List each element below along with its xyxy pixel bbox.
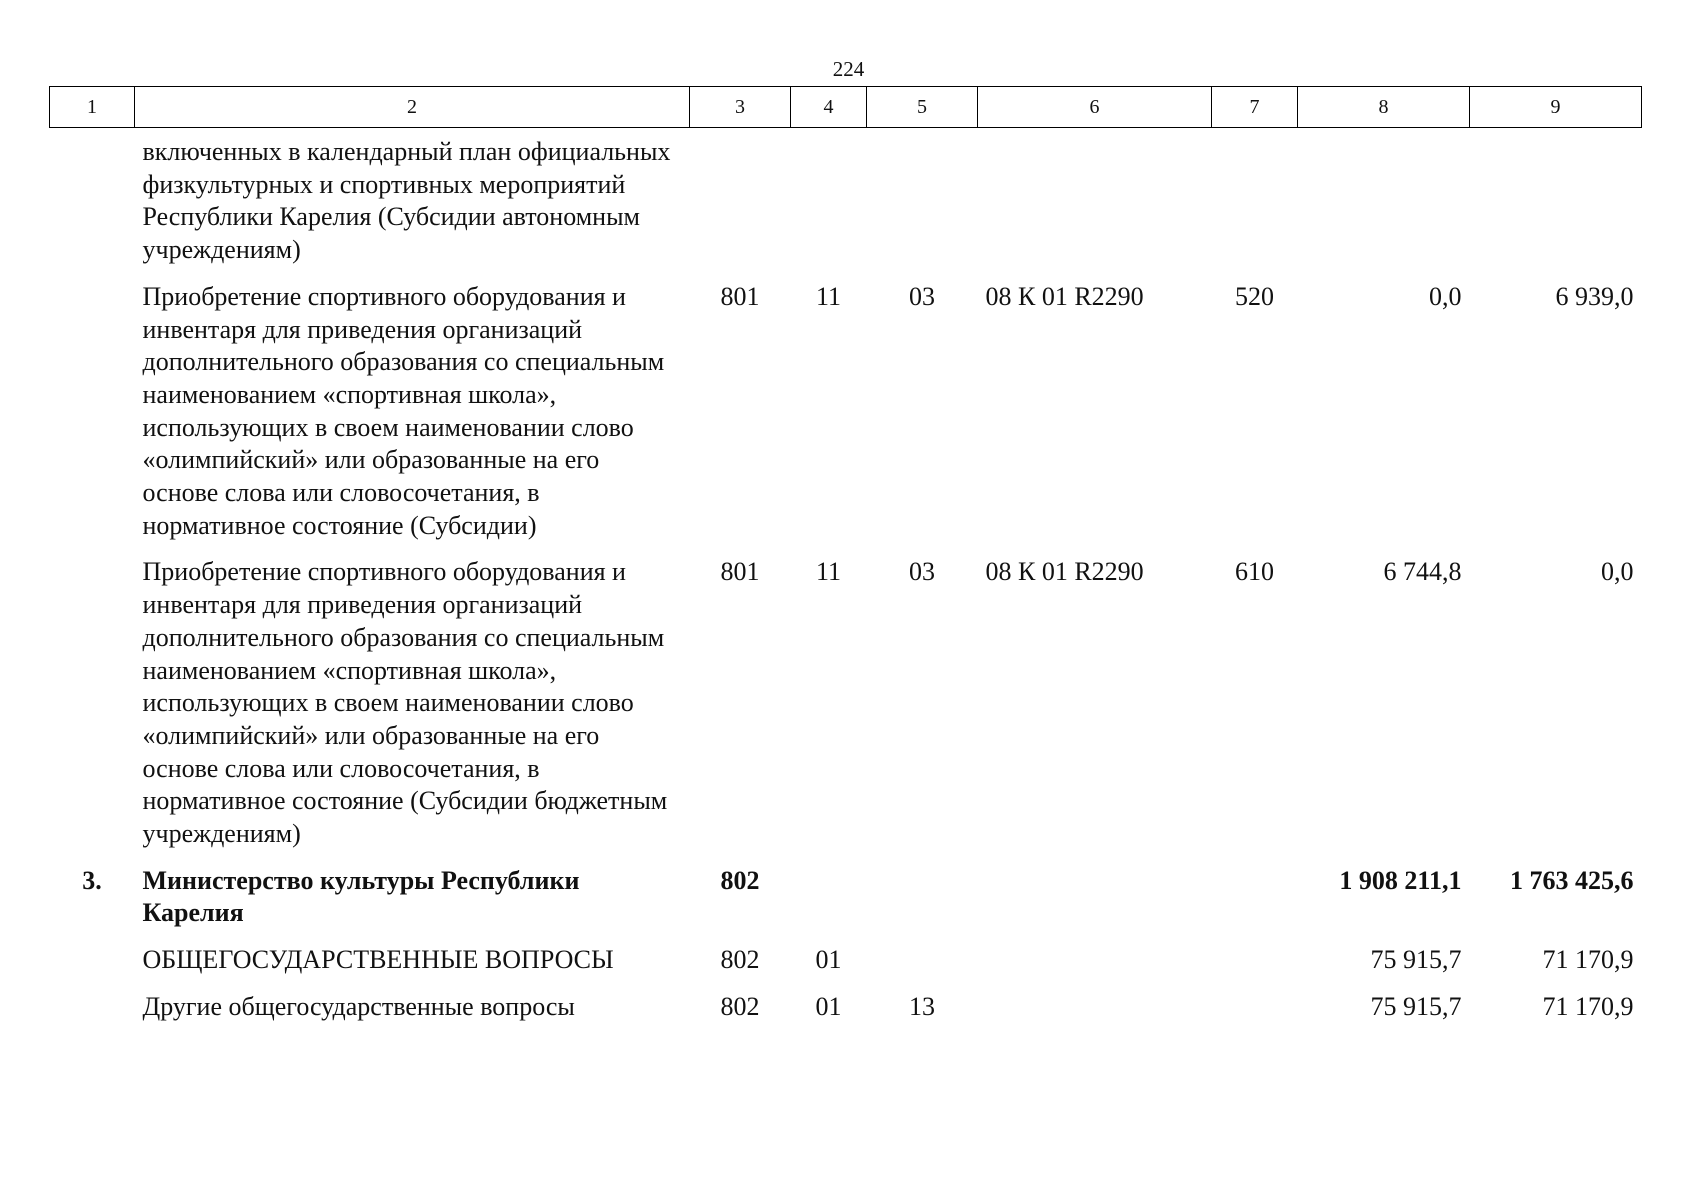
expense-type-code: 610: [1235, 557, 1274, 587]
target-article-code: [978, 944, 1212, 991]
row-number: [50, 281, 135, 557]
ministry-code: 801: [720, 281, 760, 311]
header-col-4: 4: [791, 87, 867, 128]
amount-col-9: 0,0: [1601, 557, 1634, 587]
section-code: 01: [815, 991, 842, 1021]
amount-col-8: 75 915,7: [1370, 945, 1462, 975]
table-row: [50, 556, 1642, 864]
subsection-code: 03: [909, 281, 935, 311]
header-col-3: 3: [690, 87, 791, 128]
amount-col-9: 1 763 425,6: [1510, 865, 1634, 895]
target-article-code: 08 К 01 R2290: [985, 557, 1144, 587]
target-article-code: [978, 865, 1212, 944]
subsection-code: [867, 865, 978, 944]
ministry-code: [690, 128, 791, 281]
amount-col-9: 6 939,0: [1555, 281, 1634, 311]
header-col-9: 9: [1470, 87, 1642, 128]
row-description: Приобретение спортивного оборудования и инвентаря для приведения организаций дополнительного образования со специальным наименованием «спортивная школа», использующих в своем наименовании слово «олимпийский» или образованные на его основе слова или словосочетания, в нормативное состояние (Субсидии бюджетным учреждениям): [142, 557, 668, 849]
page-number: 224: [832, 57, 865, 81]
row-description: Министерство культуры Республики Карелия: [142, 865, 580, 928]
header-col-2: 2: [135, 87, 690, 128]
column-number-header: [50, 87, 1642, 128]
row-number: [50, 556, 135, 864]
amount-col-8: [1298, 128, 1470, 281]
row-number: [50, 991, 135, 1038]
amount-col-9: [1470, 128, 1642, 281]
amount-col-8: 6 744,8: [1383, 557, 1462, 587]
amount-col-9: 71 170,9: [1542, 945, 1634, 975]
subsection-code: [867, 944, 978, 991]
header-col-5: 5: [867, 87, 978, 128]
header-col-7: 7: [1212, 87, 1298, 128]
subsection-code: [867, 128, 978, 281]
expense-type-code: [1212, 865, 1298, 944]
header-col-8: 8: [1298, 87, 1470, 128]
target-article-code: [978, 991, 1212, 1038]
row-description: включенных в календарный план официальных физкультурных и спортивных мероприятий Республики Карелия (Субсидии автономным учреждениям): [142, 137, 671, 265]
subsection-code: 03: [909, 557, 935, 587]
target-article-code: [978, 128, 1212, 281]
expense-type-code: [1212, 128, 1298, 281]
header-col-6: 6: [978, 87, 1212, 128]
ministry-code: 802: [720, 945, 760, 975]
table-row: [50, 944, 1642, 991]
amount-col-9: 71 170,9: [1542, 991, 1634, 1021]
section-code: 01: [815, 945, 842, 975]
row-description: ОБЩЕГОСУДАРСТВЕННЫЕ ВОПРОСЫ: [142, 945, 614, 975]
section-code: 11: [815, 281, 842, 311]
amount-col-8: 75 915,7: [1370, 991, 1462, 1021]
subsection-code: 13: [909, 991, 935, 1021]
section-code: [791, 128, 867, 281]
expense-type-code: 520: [1235, 281, 1274, 311]
ministry-code: 802: [720, 865, 760, 895]
row-description: Другие общегосударственные вопросы: [142, 991, 575, 1021]
row-number: [50, 944, 135, 991]
row-description: Приобретение спортивного оборудования и инвентаря для приведения организаций дополнительного образования со специальным наименованием «спортивная школа», использующих в своем наименовании слово «олимпийский» или образованные на его основе слова или словосочетания, в нормативное состояние (Субсидии): [142, 281, 665, 540]
table-row: [50, 991, 1642, 1038]
table-row: [50, 128, 1642, 281]
table-row: [50, 281, 1642, 557]
header-col-1: 1: [50, 87, 135, 128]
section-code: 11: [815, 557, 842, 587]
row-number: 3.: [82, 865, 102, 895]
ministry-code: 801: [720, 557, 760, 587]
section-code: [791, 865, 867, 944]
row-number: [50, 128, 135, 281]
target-article-code: 08 К 01 R2290: [985, 281, 1144, 311]
expense-type-code: [1212, 991, 1298, 1038]
amount-col-8: 1 908 211,1: [1339, 865, 1462, 895]
ministry-code: 802: [720, 991, 760, 1021]
table-row-ministry: [50, 865, 1642, 944]
budget-table: [49, 86, 1642, 1038]
amount-col-8: 0,0: [1429, 281, 1462, 311]
expense-type-code: [1212, 944, 1298, 991]
